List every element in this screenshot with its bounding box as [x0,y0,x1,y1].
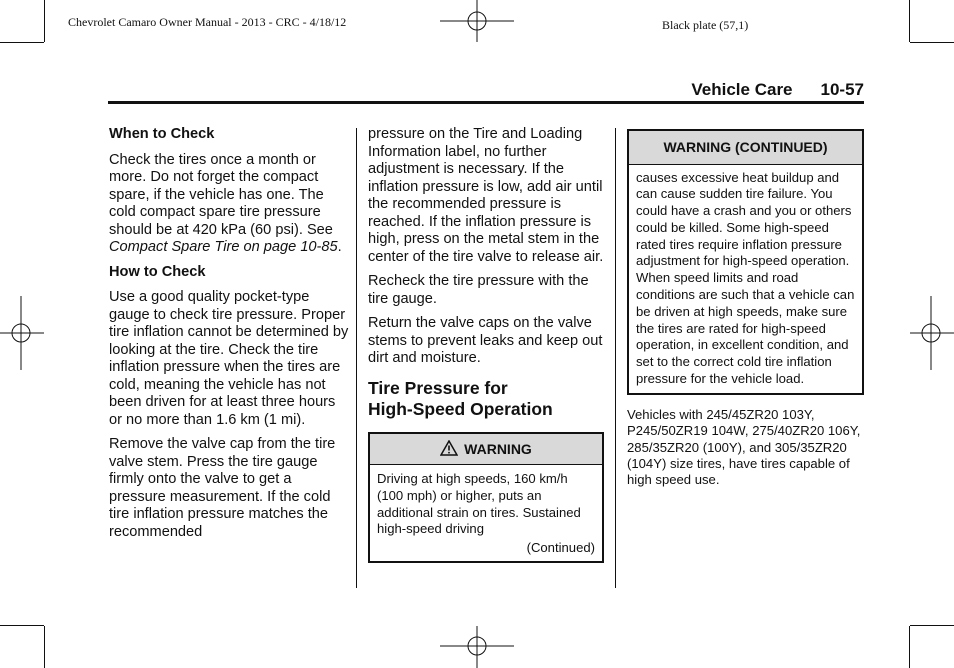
remove-cap-paragraph: Remove the valve cap from the tire valve stem. Press the tire gauge firmly onto the valve to get a pressure measurement. If the cold tire inflation pressure matches the recommended [109,436,336,540]
header-rule [108,101,864,104]
crop-mark [44,626,45,668]
crop-mark [910,625,954,626]
recheck-paragraph: Recheck the tire pressure with the tire gauge. [368,273,589,307]
warning-header [370,434,602,466]
warning-box [368,432,604,563]
warning-continued-box [627,129,864,395]
vehicles-paragraph: Vehicles with 245/45ZR20 103Y, P245/50ZR19 104W, 275/40ZR20 106Y, 285/35ZR20 (100Y), and 305/35ZR20 (104Y) size tires, have tires capable of high speed use. [627,406,861,488]
warning-text: Driving at high speeds, 160 km/h (100 mph) or higher, puts an additional strain on tires. Sustained high-speed driving [377,471,581,537]
when-text: Check the tires once a month or more. Do not forget the compact spare, if the vehicle has one. The cold compact spare tire pressure should be at 420 kPa (60 psi). See [109,151,333,238]
running-head [691,80,864,100]
when-end: . [337,239,342,255]
continued-paragraph: pressure on the Tire and Loading Information label, no further adjustment is necessary. If the inflation pressure is low, add air until the recommended pressure is reached. If the inflation pressure is high, press on the metal stem in the center of the tire valve to release air. [368,126,604,265]
warning-continued-body: causes excessive heat buildup and can cause sudden tire failure. You could have a crash and you or others could be killed. Some high-speed rated tires require inflation pressure adjustment for high-speed operation. When speed limits and road conditions are such that a vehicle can be driven at high speeds, make sure the tires are rated for high-speed operation, in excellent condition, and set to the correct cold tire inflation pressure for the vehicle load. [636,169,855,387]
warning-triangle-icon [440,440,458,456]
warning-title: WARNING [464,440,532,457]
registration-crosshair-icon [440,0,514,46]
crop-mark [909,0,910,42]
column-1 [109,126,349,548]
warning-continued-header: WARNING (CONTINUED) [629,131,862,165]
crop-mark [909,626,910,668]
column-divider [615,128,616,588]
crop-mark [910,42,954,43]
crop-mark [44,0,45,42]
how-to-check-heading: How to Check [109,263,206,280]
registration-crosshair-icon [0,296,44,370]
print-header-left: Chevrolet Camaro Owner Manual - 2013 - CRC - 4/18/12 [68,15,347,29]
page-number: 10-57 [820,80,864,99]
section-title-line2: High-Speed Operation [368,398,553,419]
crop-mark [0,625,44,626]
how-to-check-paragraph: Use a good quality pocket-type gauge to check tire pressure. Proper tire inflation cannot be determined by looking at the tire. Check the tire inflation pressure when the tires are cold, meaning the vehicle has not been driven for at least three hours or no more than 1.6 km (1 mi). [109,289,349,428]
warning-continued: (Continued) [526,540,595,556]
crop-mark [0,42,44,43]
when-to-check-paragraph [109,152,349,257]
compact-spare-link[interactable]: Compact Spare Tire on page 10-85 [109,239,338,255]
registration-crosshair-icon [910,296,954,370]
registration-crosshair-icon [440,624,514,668]
section-name: Vehicle Care [691,80,793,99]
column-divider [356,128,357,588]
section-title [368,378,604,420]
print-header-right: Black plate (57,1) [662,18,749,32]
section-title-line1: Tire Pressure for [368,377,508,398]
column-3 [627,129,864,489]
warning-body [370,465,602,561]
column-2 [368,126,604,563]
when-to-check-heading: When to Check [109,126,215,142]
return-caps-paragraph: Return the valve caps on the valve stems to prevent leaks and keep out dirt and moisture. [368,315,603,366]
